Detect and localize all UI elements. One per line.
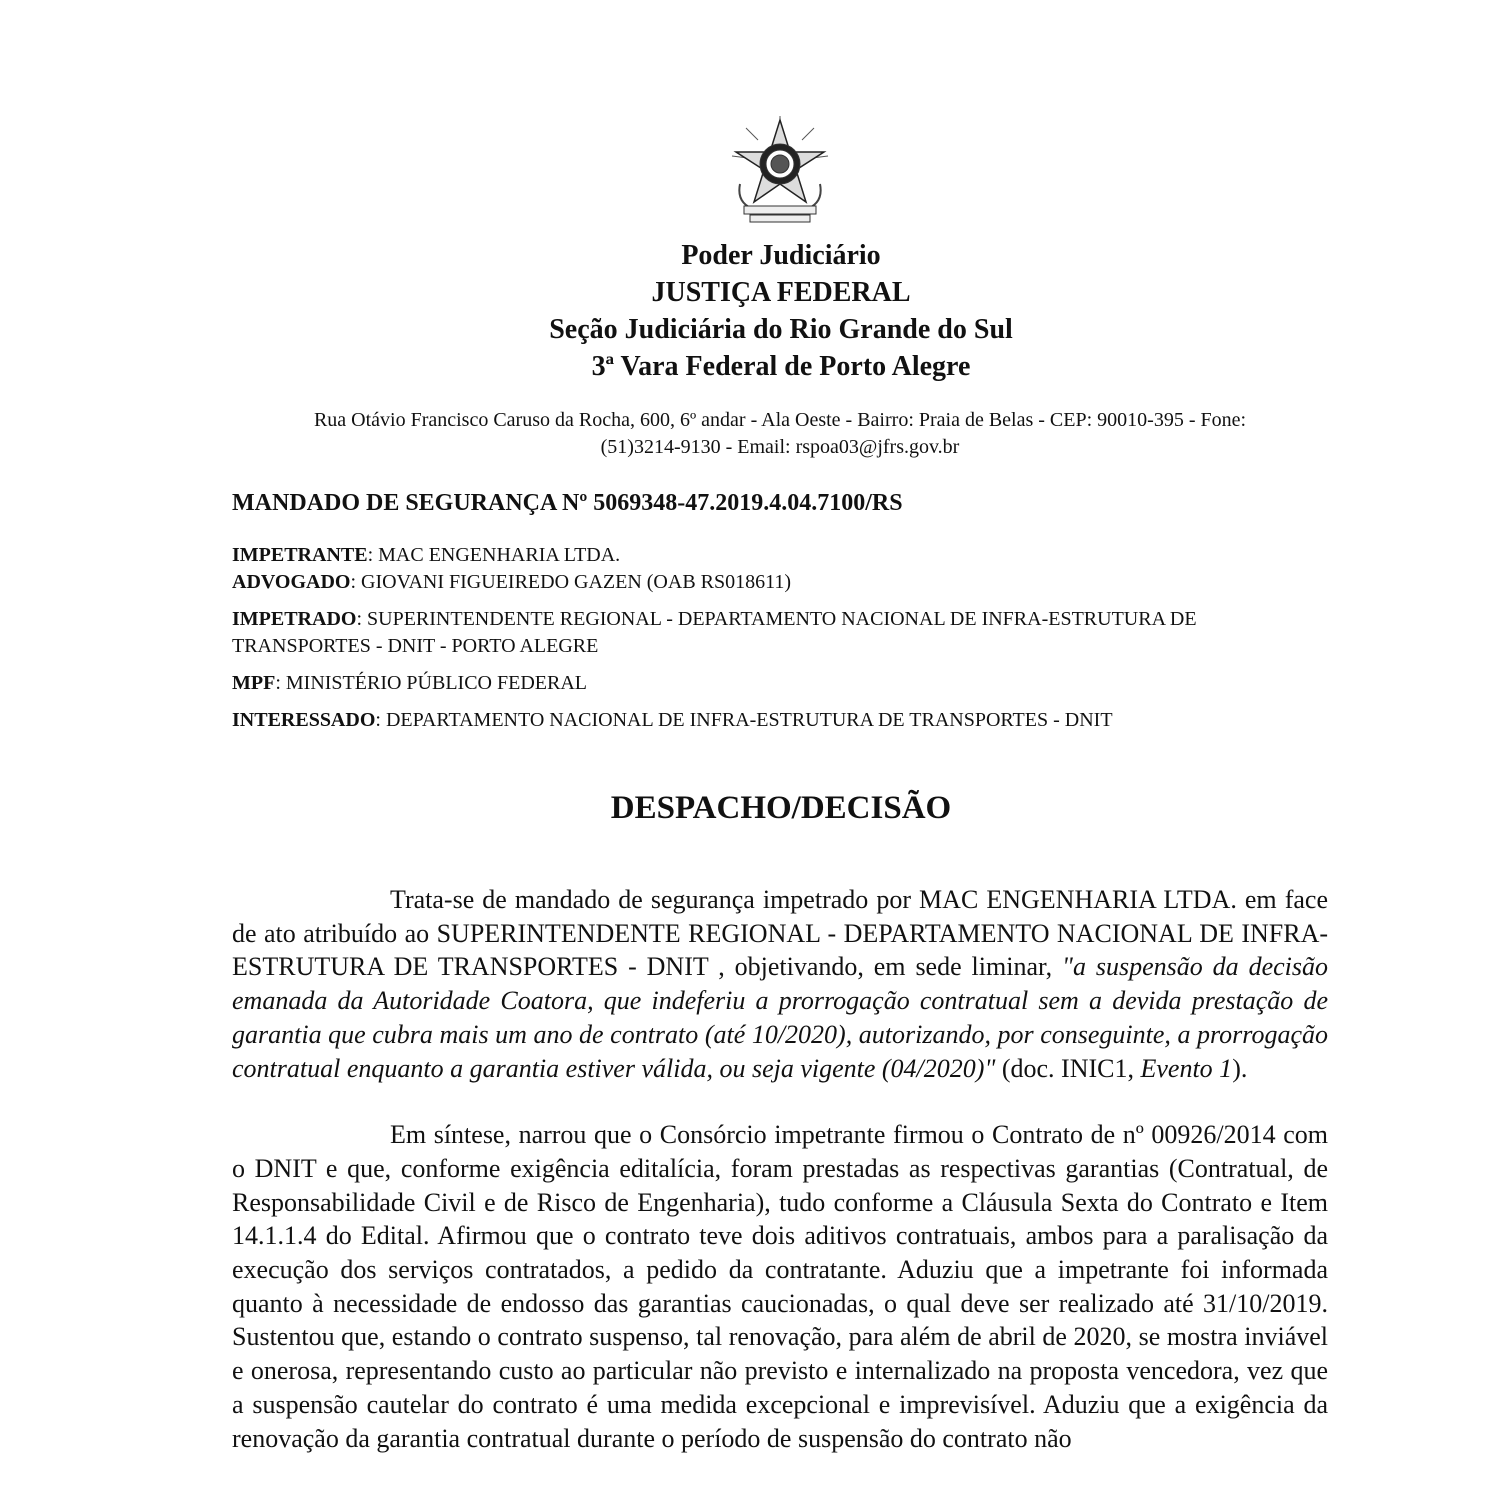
quoted-request: "a suspensão da decisão emanada da Autoridade Coatora, que indeferiu a prorrogação contratual sem a devida prestação de garantia que cubra mais um ano de contrato (até 10/2020), autorizando, por conseguinte, a prorrogação contratual enquanto a garantia estiver válida, ou seja vigente (04/2020)" xyxy=(232,952,1329,1083)
paragraph xyxy=(232,883,1328,1085)
party-impetrante xyxy=(232,542,1332,569)
header-line: JUSTIÇA FEDERAL xyxy=(651,277,911,308)
party-label: IMPETRADO xyxy=(232,608,357,630)
event-reference: Evento 1 xyxy=(1140,1053,1233,1083)
header-line: Poder Judiciário xyxy=(681,240,881,271)
party-advogado xyxy=(232,569,1332,596)
coat-of-arms-seal xyxy=(726,114,834,226)
document-body xyxy=(232,883,1328,1488)
party-label: IMPETRANTE xyxy=(232,544,368,566)
text: ). xyxy=(1232,1053,1248,1083)
party-value: : MAC ENGENHARIA LTDA. xyxy=(367,544,621,566)
parties-list xyxy=(232,542,1332,744)
paragraph: Em síntese, narrou que o Consórcio impetrante firmou o Contrato de nº 00926/2014 com o DNIT e que, conforme exigência editalícia, foram prestadas as respectivas garantias (Contratual, de Responsabilidade Civil e de Risco de Engenharia), tudo conforme a Cláusula Sexta do Contrato e Item 14.1.1.4 do Edital. Afirmou que o contrato teve dois aditivos contratuais, ambos para a paralisação da execução dos serviços contratados, a pedido da contratante. Aduziu que a impetrante foi informada quanto à necessidade de endosso das garantias caucionadas, o qual deve ser realizado até 31/10/2019. Sustentou que, estando o contrato suspenso, tal renovação, para além de abril de 2020, se mostra inviável e onerosa, representando custo ao particular não previsto e internalizado na proposta vencedora, vez que a suspensão cautelar do contrato é uma medida excepcional e imprevisível. Aduziu que a exigência da renovação da garantia contratual durante o período de suspensão do contrato não xyxy=(232,1120,1328,1453)
party-value: : SUPERINTENDENTE REGIONAL - DEPARTAMENTO NACIONAL DE INFRA-ESTRUTURA DE TRANSPORTES - DNIT - PORTO ALEGRE xyxy=(232,608,1197,657)
header-line: Seção Judiciária do Rio Grande do Sul xyxy=(549,314,1013,345)
address-line: (51)3214-9130 - Email: rspoa03@jfrs.gov.br xyxy=(600,436,960,458)
party-label: ADVOGADO xyxy=(232,571,351,593)
party-impetrado xyxy=(232,606,1332,660)
document-title: DESPACHO/DECISÃO xyxy=(610,790,952,826)
party-label: INTERESSADO xyxy=(232,709,376,731)
text: (doc. INIC1, xyxy=(995,1053,1141,1083)
address-line: Rua Otávio Francisco Caruso da Rocha, 600, 6º andar - Ala Oeste - Bairro: Praia de Belas - CEP: 90010-395 - Fone: xyxy=(313,409,1247,431)
party-interessado xyxy=(232,707,1332,734)
party-value: : MINISTÉRIO PÚBLICO FEDERAL xyxy=(275,672,587,694)
court-address xyxy=(232,407,1328,461)
party-label: MPF xyxy=(232,672,276,694)
court-header xyxy=(0,237,1500,385)
process-number: MANDADO DE SEGURANÇA Nº 5069348-47.2019.4.04.7100/RS xyxy=(232,490,903,516)
party-mpf xyxy=(232,670,1332,697)
text: Trata-se de mandado de segurança impetrado por MAC ENGENHARIA LTDA. em face de ato atribuído ao SUPERINTENDENTE REGIONAL - DEPARTAMENTO NACIONAL DE INFRA-ESTRUTURA DE TRANSPORTES - DNIT , objetivando, em sede liminar, xyxy=(232,885,1328,982)
header-line: 3ª Vara Federal de Porto Alegre xyxy=(591,351,971,382)
party-value: : GIOVANI FIGUEIREDO GAZEN (OAB RS018611) xyxy=(350,571,792,593)
party-value: : DEPARTAMENTO NACIONAL DE INFRA-ESTRUTURA DE TRANSPORTES - DNIT xyxy=(375,709,1113,731)
